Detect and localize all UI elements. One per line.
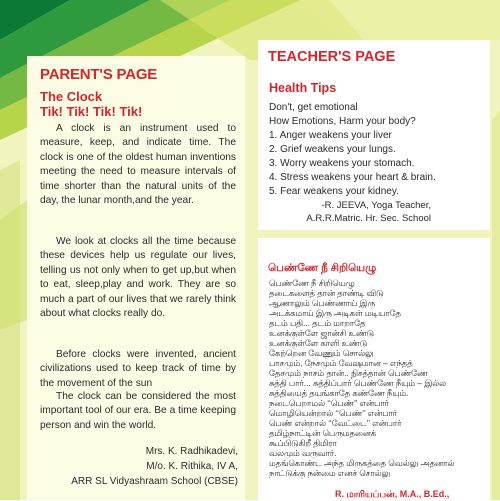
poem-line: தேசமும் நாசம் தான்.. நிசத்தான் பெண்ணே xyxy=(269,368,428,378)
poem-line: பாசமும், நேசமும் வேஷமான – எந்தத் xyxy=(269,358,413,368)
paragraph-4: The clock can be considered the most important tool of our era. Be a time keeping person and win the world. xyxy=(40,391,236,431)
health-intro-2: How Emotions, Harm your body? xyxy=(269,116,416,127)
poem-title: பெண்ணே நீ சிறியெழு xyxy=(268,262,377,274)
health-tip: 2. Grief weakens your lungs. xyxy=(269,144,396,155)
parent-signature-relation: M/o. K. Rithika, IV A, xyxy=(146,461,238,472)
paragraph-1: A clock is an instrument used to measure, keep, and indicate time. The clock is one of the oldest human inventions meeting the need to measure intervals of time shorter than the natural units of the day, the lunar month,and the year. xyxy=(40,123,236,207)
parent-page-heading: PARENT'S PAGE xyxy=(40,66,158,83)
poem-line: தடம் பதி... தடம் மாறாதே xyxy=(269,318,366,328)
parent-signature-school: ARR SL Vidyashraam School (CBSE) xyxy=(71,476,238,487)
poem-author: R. மாரியப்பன், M.A., B.Ed., xyxy=(335,489,450,499)
poem-line: சுத்தி பார்... சுத்திப்பார் பெண்ணே நீயும் – இல்ல xyxy=(269,378,447,388)
poem-line: சுத்தியைத் தயங்காதே கண்ணே நீயும். xyxy=(269,388,409,398)
poem-line: தடைகளைத் தான் தாண்டி விடு xyxy=(269,288,384,298)
poem-line: கேற்றென வேணும் சொல்லு xyxy=(269,348,374,358)
health-tip: 1. Anger weakens your liver xyxy=(269,130,392,141)
poem-line: மதங்கொண்ட அந்த மிருகத்தை வெல்லு அதனால் xyxy=(269,458,455,468)
paragraph-2: We look at clocks all the time because these devices help us regulate our lives, telling us not only when to get up,but when to eat, sleep,play and work. They are so much a part of our lives that we rarely think about what clocks really do. xyxy=(40,236,236,320)
teacher-page-heading: TEACHER'S PAGE xyxy=(268,49,396,65)
paragraph-3: Before clocks were invented, ancient civilizations used to keep track of time by the movement of the sun xyxy=(40,349,236,389)
poem-line: நடைபெறாமல் ‘‘பெண்’’ என்பார் xyxy=(269,398,389,408)
poem-line: மொழியென்றால் ‘‘பெண்’’ என்பார் xyxy=(269,408,398,418)
poem-line: பெண்ணே நீ சிறியெழு xyxy=(269,278,355,288)
health-tip: 3. Worry weakens your stomach. xyxy=(269,158,415,169)
health-tip: 4. Stress weakens your heart & brain. xyxy=(269,172,436,183)
teacher-signature-school: A.R.R.Matric. Hr. Sec. School xyxy=(306,213,431,224)
poem-line: கூப்பிடுகிறீ திமிரா xyxy=(269,438,337,448)
teacher-signature-name: -R. JEEVA, Yoga Teacher, xyxy=(321,200,431,211)
clock-tagline: Tik! Tik! Tik! Tik! xyxy=(40,104,143,119)
health-tips-title: Health Tips xyxy=(269,81,337,95)
poem-line: வலமும் வருவார். xyxy=(269,448,337,458)
poem-line: நாட்டுக்கு நன்மை எனச் சொல்லு xyxy=(269,468,391,478)
health-tip: 5. Fear weakens your kidney. xyxy=(269,186,399,197)
poem-line: தமிழ்நாட்டின் பெருமதனைக் xyxy=(269,428,377,438)
poem-line: ஆணாலும் பெண்ணாய் இரு xyxy=(269,298,376,308)
health-intro-1: Don't, get emotional xyxy=(269,102,358,113)
poem-line: பெண் என்றால் ‘‘வேட்டை’’ என்பார் xyxy=(269,418,402,428)
clock-subheading: The Clock xyxy=(40,89,103,104)
poem-line: உனக்குள்ளே ஜான்சி உண்டு xyxy=(269,328,374,338)
poem-line: உனக்குள்ளே காளி உண்டு xyxy=(269,338,367,348)
parent-signature-name: Mrs. K. Radhikadevi, xyxy=(145,446,238,457)
poem-line: அடக்கமாய் இரு அடிகள் மடியாதே xyxy=(269,308,401,318)
